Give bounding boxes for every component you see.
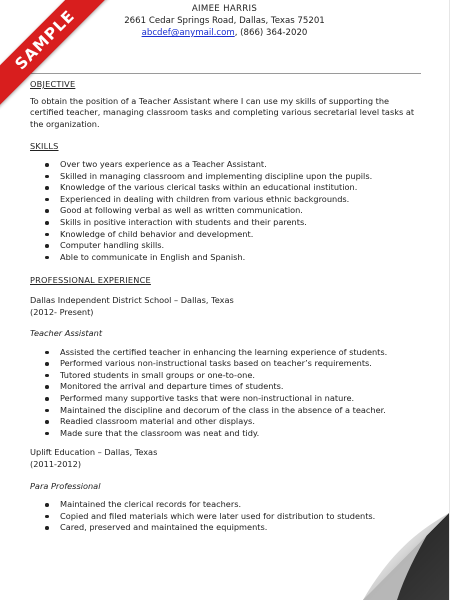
header-divider: [30, 73, 421, 74]
list-item: Over two years experience as a Teacher Assistant.: [30, 159, 422, 171]
job-dates: (2012- Present): [30, 306, 94, 317]
page-curl-icon: [357, 505, 449, 600]
skills-list: [30, 159, 422, 263]
list-item: Knowledge of child behavior and development.: [30, 229, 422, 241]
objective-section: [30, 79, 422, 130]
list-item: Performed various non-instructional tasks based on teacher’s requirements.: [30, 358, 422, 370]
experience-section: [30, 275, 422, 534]
list-item: Assisted the certified teacher in enhancing the learning experience of students.: [30, 347, 422, 359]
list-item: Made sure that the classroom was neat and tidy.: [30, 428, 422, 440]
objective-text: To obtain the position of a Teacher Assistant where I can use my skills of supporting the certified teacher, managing classroom tasks and completing various secretarial level tasks at the organization.: [30, 95, 415, 129]
list-item: Maintained the clerical records for teachers.: [30, 499, 422, 511]
contact-line: [0, 27, 449, 39]
job-role: Teacher Assistant: [30, 328, 103, 339]
list-item: Monitored the arrival and departure times of students.: [30, 381, 422, 393]
list-item: Knowledge of the various clerical tasks within an educational institution.: [30, 182, 422, 194]
experience-heading: PROFESSIONAL EXPERIENCE: [30, 275, 151, 286]
list-item: Cared, preserved and maintained the equipments.: [30, 522, 422, 534]
email-link[interactable]: abcdef@anymail.com: [141, 28, 235, 38]
resume-header: [0, 3, 449, 39]
list-item: Performed many supportive tasks that were non-instructional in nature.: [30, 393, 422, 405]
job-dates: (2011-2012): [30, 459, 82, 470]
objective-heading: OBJECTIVE: [30, 79, 76, 89]
list-item: Skilled in managing classroom and implementing discipline upon the pupils.: [30, 171, 422, 183]
skills-section: [30, 141, 422, 263]
resume-body: [30, 79, 422, 534]
job-employer: Uplift Education – Dallas, Texas: [30, 447, 158, 458]
list-item: Copied and filed materials which were later used for distribution to students.: [30, 511, 422, 523]
job-employer: Dallas Independent District School – Dallas, Texas: [30, 294, 234, 305]
list-item: Good at following verbal as well as written communication.: [30, 205, 422, 217]
job-duties-list: [30, 347, 422, 440]
list-item: Tutored students in small groups or one-to-one.: [30, 370, 422, 382]
job-entry: [30, 295, 422, 440]
list-item: Able to communicate in English and Spanish.: [30, 252, 422, 264]
skills-heading: SKILLS: [30, 141, 59, 152]
list-item: Maintained the discipline and decorum of the class in the absence of a teacher.: [30, 405, 422, 417]
list-item: Computer handling skills.: [30, 240, 422, 252]
list-item: Experienced in dealing with children from various ethnic backgrounds.: [30, 194, 422, 206]
list-item: Skills in positive interaction with students and their parents.: [30, 217, 422, 229]
sample-ribbon-label: SAMPLE: [0, 0, 110, 110]
job-role: Para Professional: [30, 480, 101, 491]
candidate-name: AIMEE HARRIS: [191, 4, 258, 14]
phone-number: , (866) 364-2020: [234, 28, 308, 38]
candidate-address: 2661 Cedar Springs Road, Dallas, Texas 75201: [124, 16, 325, 26]
list-item: Readied classroom material and other displays.: [30, 416, 422, 428]
